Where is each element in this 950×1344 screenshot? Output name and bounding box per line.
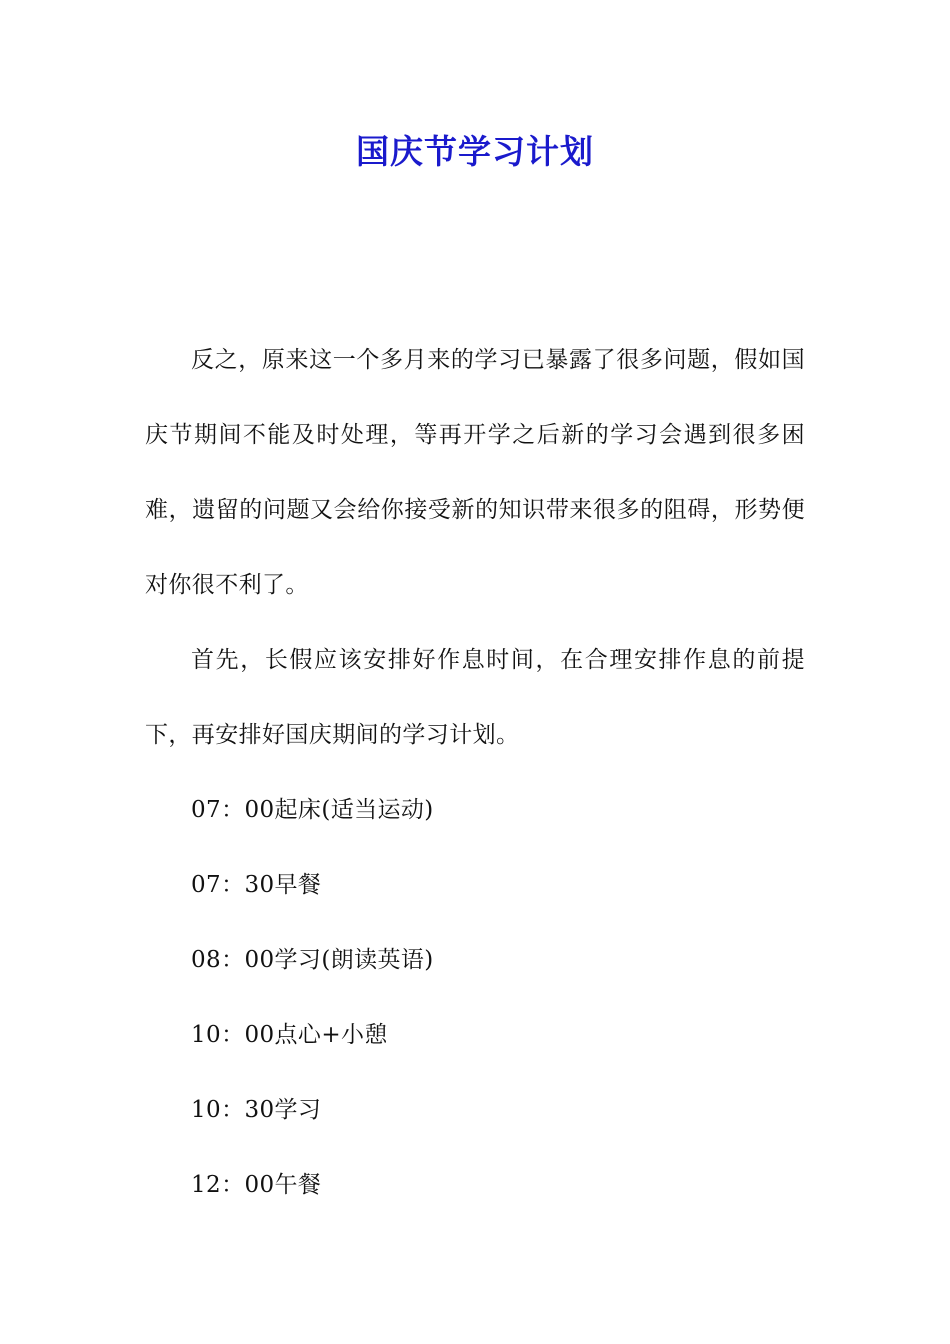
schedule-item: 07：30早餐 [191, 872, 322, 898]
paragraph-1: 反之，原来这一个多月来的学习已暴露了很多问题，假如国庆节期间不能及时处理，等再开学之后新的学习会遇到很多困难，遗留的问题又会给你接受新的知识带来很多的阻碍，形势便对你很不利了。 [145, 347, 805, 598]
schedule-item: 08：00学习(朗读英语) [191, 947, 434, 973]
document-body [145, 323, 805, 1223]
schedule-list [145, 773, 805, 1223]
schedule-item: 10：00点心+小憩 [191, 1022, 388, 1048]
schedule-item: 07：00起床(适当运动) [191, 797, 434, 823]
schedule-item: 12：00午餐 [191, 1172, 322, 1198]
schedule-item: 10：30学习 [191, 1097, 322, 1123]
document-title: 国庆节学习计划 [356, 132, 594, 171]
paragraph-2: 首先，长假应该安排好作息时间，在合理安排作息的前提下，再安排好国庆期间的学习计划。 [145, 647, 805, 748]
